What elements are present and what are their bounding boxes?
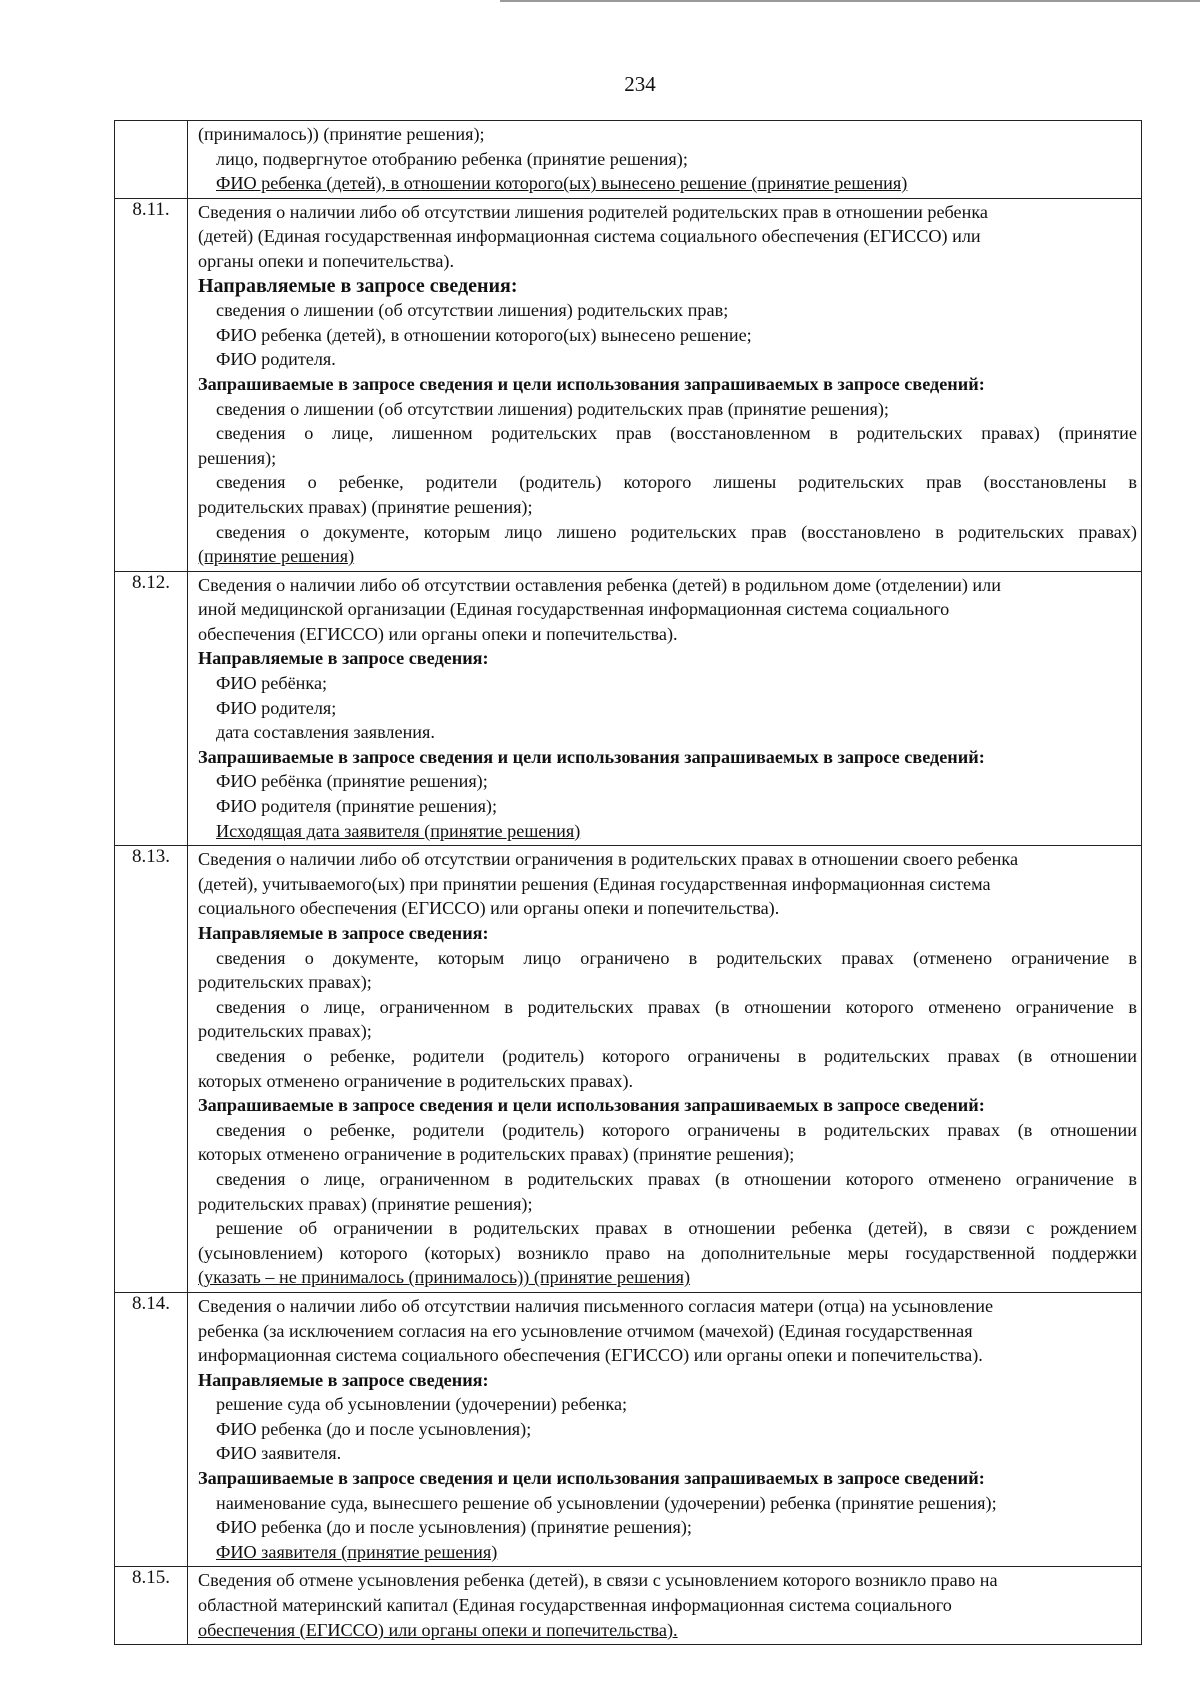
text-line: ФИО ребенка (до и после усыновления);	[216, 1418, 532, 1439]
row-content	[188, 198, 1142, 571]
section-heading: Запрашиваемые в запросе сведения и цели использования запрашиваемых в запросе сведений:	[198, 373, 985, 394]
row-number	[115, 121, 188, 199]
text-line: ФИО ребенка (детей), в отношении которого(ых) вынесено решение (принятие решения)	[216, 173, 908, 194]
text-line: областной материнский капитал (Единая государственная информационная система социального	[198, 1595, 952, 1616]
text-line: ФИО ребенка (до и после усыновления) (принятие решения);	[216, 1517, 692, 1538]
section-heading: Направляемые в запросе сведения:	[198, 274, 518, 297]
text-line: сведения о лишении (об отсутствии лишения) родительских прав (принятие решения);	[216, 398, 889, 419]
row-number: 8.12.	[115, 571, 188, 846]
page-number: 234	[624, 72, 656, 96]
text-line: родительских правах);	[198, 972, 372, 993]
document-table	[114, 120, 1142, 1645]
text-line: которых отменено ограничение в родительских правах).	[198, 1070, 634, 1091]
text-line: (принималось)) (принятие решения);	[198, 124, 485, 144]
text-line: Сведения о наличии либо об отсутствии оставления ребенка (детей) в родильном доме (отделении) или	[198, 574, 1001, 595]
text-line: ФИО заявителя.	[216, 1443, 342, 1464]
text-line: Сведения о наличии либо об отсутствии лишения родителей родительских прав в отношении ребенка	[198, 201, 988, 222]
text-line: сведения о ребенке, родители (родитель) которого ограничены в родительских правах (в отношении	[216, 1045, 1137, 1066]
text-line: ФИО родителя;	[216, 697, 337, 718]
row-content	[188, 1292, 1142, 1567]
text-line: сведения о лице, ограниченном в родительских правах (в отношении которого отменено ограничение в	[216, 1168, 1137, 1189]
row-number: 8.14.	[115, 1292, 188, 1567]
text-line: сведения о документе, которым лицо ограничено в родительских правах (отменено ограничение в	[216, 947, 1137, 968]
text-line: обеспечения (ЕГИССО) или органы опеки и попечительства).	[198, 623, 678, 644]
text-line: обеспечения (ЕГИССО) или органы опеки и попечительства).	[198, 1619, 678, 1640]
text-line: родительских правах);	[198, 1021, 372, 1042]
text-line: решение об ограничении в родительских правах в отношении ребенка (детей), в связи с рождением	[216, 1218, 1137, 1239]
text-line: сведения о ребенке, родители (родитель) которого ограничены в родительских правах (в отношении	[216, 1119, 1137, 1140]
text-line: (принятие решения)	[198, 546, 355, 567]
text-line: ФИО ребенка (детей), в отношении которого(ых) вынесено решение;	[216, 324, 752, 345]
table-row	[115, 571, 1142, 846]
text-line: ФИО родителя (принятие решения);	[216, 796, 498, 817]
text-line: Исходящая дата заявителя (принятие решения)	[216, 820, 581, 841]
text-line: лицо, подвергнутое отобранию ребенка (принятие решения);	[216, 148, 688, 169]
text-line: информационная система социального обеспечения (ЕГИССО) или органы опеки и попечительства).	[198, 1345, 983, 1366]
text-line: органы опеки и попечительства).	[198, 250, 455, 271]
row-number: 8.11.	[115, 198, 188, 571]
section-heading: Запрашиваемые в запросе сведения и цели использования запрашиваемых в запросе сведений:	[198, 746, 985, 767]
text-line: иной медицинской организации (Единая государственная информационная система социального	[198, 599, 950, 620]
table-row	[115, 1292, 1142, 1567]
text-line: решение суда об усыновлении (удочерении) ребенка;	[216, 1394, 628, 1415]
table-row	[115, 846, 1142, 1293]
row-content	[188, 1567, 1142, 1645]
section-heading: Направляемые в запросе сведения:	[198, 923, 489, 943]
table-row	[115, 198, 1142, 571]
text-line: решения);	[198, 447, 277, 468]
row-content	[188, 571, 1142, 846]
text-line: (детей) (Единая государственная информационная система социального обеспечения (ЕГИССО) или	[198, 226, 981, 247]
row-number: 8.13.	[115, 846, 188, 1293]
text-line: (усыновлением) которого (которых) возникло право на дополнительные меры государственной поддержки	[198, 1242, 1137, 1263]
scan-top-edge	[500, 0, 1200, 2]
text-line: Сведения о наличии либо об отсутствии наличия письменного согласия матери (отца) на усыновление	[198, 1295, 994, 1316]
text-line: ФИО ребёнка (принятие решения);	[216, 771, 488, 792]
text-line: Сведения о наличии либо об отсутствии ограничения в родительских правах в отношении своего ребенка	[198, 849, 1019, 870]
text-line: наименование суда, вынесшего решение об усыновлении (удочерении) ребенка (принятие решения);	[216, 1492, 997, 1513]
text-line: Сведения об отмене усыновления ребенка (детей), в связи с усыновлением которого возникло право на	[198, 1570, 998, 1591]
section-heading: Запрашиваемые в запросе сведения и цели использования запрашиваемых в запросе сведений:	[198, 1095, 985, 1116]
text-line: социального обеспечения (ЕГИССО) или органы опеки и попечительства).	[198, 898, 780, 919]
text-line: родительских правах) (принятие решения);	[198, 496, 533, 517]
row-content	[188, 121, 1142, 199]
text-line: ФИО ребёнка;	[216, 673, 328, 694]
text-line: ребенка (за исключением согласия на его усыновление отчимом (мачехой) (Единая государственная	[198, 1320, 973, 1341]
text-line: ФИО родителя.	[216, 349, 336, 370]
section-heading: Запрашиваемые в запросе сведения и цели использования запрашиваемых в запросе сведений:	[198, 1468, 985, 1489]
text-line: дата составления заявления.	[216, 722, 435, 743]
table-body	[115, 121, 1142, 1645]
section-heading: Направляемые в запросе сведения:	[198, 648, 489, 669]
text-line: сведения о лишении (об отсутствии лишения) родительских прав;	[216, 300, 729, 321]
row-number: 8.15.	[115, 1567, 188, 1645]
table-row	[115, 1567, 1142, 1645]
row-content	[188, 846, 1142, 1293]
text-line: сведения о лице, лишенном родительских прав (восстановленном в родительских правах) (принятие	[216, 423, 1137, 444]
text-line: ФИО заявителя (принятие решения)	[216, 1541, 498, 1562]
text-line: которых отменено ограничение в родительских правах) (принятие решения);	[198, 1144, 795, 1165]
text-line: сведения о документе, которым лицо лишено родительских прав (восстановлено в родительских правах)	[216, 521, 1137, 542]
text-line: родительских правах) (принятие решения);	[198, 1193, 533, 1214]
text-line: (детей), учитываемого(ых) при принятии решения (Единая государственная информационная система	[198, 873, 991, 894]
text-line: сведения о лице, ограниченном в родительских правах (в отношении которого отменено ограничение в	[216, 996, 1137, 1017]
section-heading: Направляемые в запросе сведения:	[198, 1369, 489, 1390]
text-line: (указать – не принималось (принималось)) (принятие решения)	[198, 1267, 691, 1288]
table-row	[115, 121, 1142, 199]
text-line: сведения о ребенке, родители (родитель) которого лишены родительских прав (восстановлены в	[216, 472, 1137, 493]
